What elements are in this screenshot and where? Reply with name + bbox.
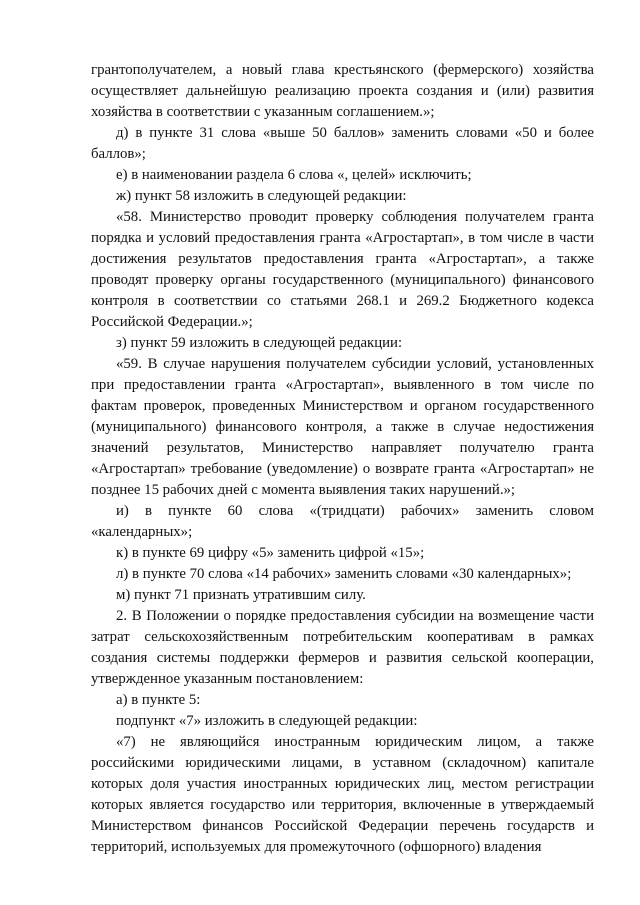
paragraph-section-2: 2. В Положении о порядке предоставления субсидии на возмещение части затрат сельскохозяйственным потребительским кооперативам в рамках создания системы поддержки фермеров и развития сельской кооперации, утвержденное указанным постановлением:	[91, 608, 594, 687]
paragraph-item-m: м) пункт 71 признать утратившим силу.	[116, 587, 366, 603]
paragraph-clause-58: «58. Министерство проводит проверку соблюдения получателем гранта порядка и условий предоставления гранта «Агростартап», в том числе в части достижения результатов предоставления гранта «Агростартап», а также проводят проверку органы государственного (муниципального) финансового контроля в соответствии со статьями 268.1 и 269.2 Бюджетного кодекса Российской Федерации.»;	[91, 209, 594, 330]
paragraph-item-a: а) в пункте 5:	[116, 692, 201, 708]
paragraph-subitem-7: «7) не являющийся иностранным юридическим лицом, а также российскими юридическими лицами, в уставном (складочном) капитале которых доля участия иностранных юридических лиц, местом регистрации которых является государство или территория, включенные в утверждаемый Министерством финансов Российской Федерации перечень государств и территорий, используемых для промежуточного (офшорного) владения	[91, 734, 594, 855]
paragraph-item-k: к) в пункте 69 цифру «5» заменить цифрой «15»;	[116, 545, 425, 561]
paragraph-item-z: з) пункт 59 изложить в следующей редакции:	[116, 335, 403, 351]
paragraph-item-l: л) в пункте 70 слова «14 рабочих» заменить словами «30 календарных»;	[116, 566, 572, 582]
paragraph-continuation: грантополучателем, а новый глава крестьянского (фермерского) хозяйства осуществляет дальнейшую реализацию проекта создания и (или) развития хозяйства в соответствии с указанным соглашением.»;	[91, 62, 594, 120]
paragraph-subitem-7-intro: подпункт «7» изложить в следующей редакции:	[116, 713, 418, 729]
paragraph-item-i: и) в пункте 60 слова «(тридцати) рабочих» заменить словом «календарных»;	[91, 503, 594, 540]
paragraph-item-d: д) в пункте 31 слова «выше 50 баллов» заменить словами «50 и более баллов»;	[91, 125, 594, 162]
paragraph-item-e: е) в наименовании раздела 6 слова «, целей» исключить;	[116, 167, 472, 183]
paragraph-clause-59: «59. В случае нарушения получателем субсидии условий, установленных при предоставлении гранта «Агростартап», выявленного в том числе по фактам проверок, проведенных Министерством и органом государственного (муниципального) финансового контроля, а также в случае недостижения значений результатов, Министерство направляет получателю гранта «Агростартап» требование (уведомление) о возврате гранта «Агростартап» не позднее 15 рабочих дней с момента выявления таких нарушений.»;	[91, 356, 594, 498]
paragraph-item-zh: ж) пункт 58 изложить в следующей редакции:	[116, 188, 407, 204]
document-body	[91, 60, 594, 858]
